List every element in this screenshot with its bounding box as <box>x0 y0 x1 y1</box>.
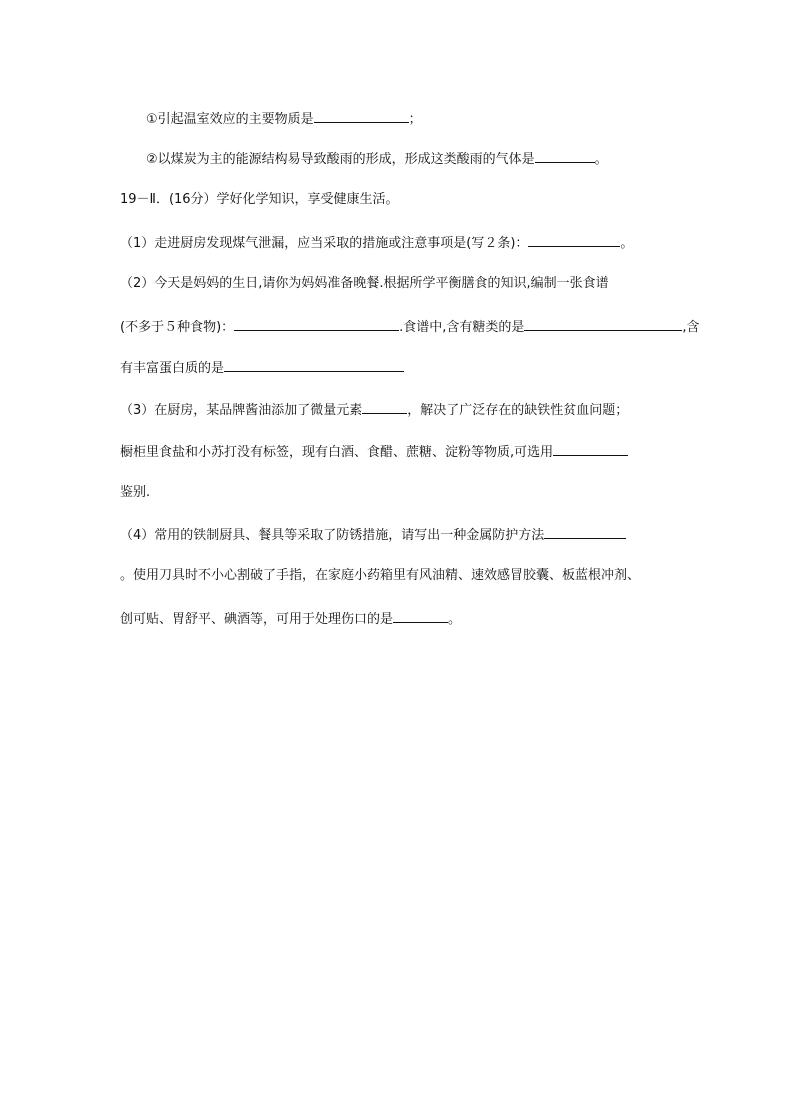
q2-part4-text-a: （4）常用的铁制厨具、餐具等采取了防锈措施，请写出一种金属防护方法 <box>120 528 545 543</box>
answer-blank[interactable] <box>314 110 409 123</box>
answer-blank[interactable] <box>544 526 626 539</box>
q2-part4-text-b: 创可贴、胃舒平、碘酒等，可用于处理伤口的是 <box>120 612 394 627</box>
q2-part3-text-b: ，解决了广泛存在的缺铁性贫血问题； <box>407 403 629 418</box>
q2-part3-line2 <box>120 443 628 461</box>
q2-part2-line2 <box>120 318 700 336</box>
q1-item2 <box>146 150 608 168</box>
q1-item1-text: ①引起温室效应的主要物质是 <box>146 112 314 127</box>
q2-part3-text-a: （3）在厨房，某品牌酱油添加了微量元素 <box>120 403 363 418</box>
q2-part1-text: （1）走进厨房发现煤气泄漏，应当采取的措施或注意事项是(写２条)： <box>120 236 529 251</box>
q2-part4-line2: 。使用刀具时不小心割破了手指，在家庭小药箱里有风油精、速效感冒胶囊、板蓝根冲剂、 <box>120 568 641 583</box>
answer-blank[interactable] <box>224 359 404 372</box>
q1-item2-text: ②以煤炭为主的能源结构易导致酸雨的形成，形成这类酸雨的气体是 <box>146 152 535 167</box>
question-heading: 19－Ⅱ．(16分）学好化学知识，享受健康生活。 <box>120 192 399 207</box>
q2-part1-end: 。 <box>620 236 634 251</box>
q2-part2-text-d: 有丰富蛋白质的是 <box>120 361 225 376</box>
q2-part3-line1 <box>120 401 628 419</box>
answer-blank[interactable] <box>234 318 399 331</box>
q2-part4-line1 <box>120 526 626 544</box>
answer-blank[interactable] <box>553 443 628 456</box>
q2-part2-line3 <box>120 359 404 377</box>
answer-blank[interactable] <box>535 150 595 163</box>
answer-blank[interactable] <box>528 234 620 247</box>
q2-part2-line1: （2）今天是妈妈的生日,请你为妈妈准备晚餐.根据所学平衡膳食的知识,编制一张食谱 <box>120 276 609 291</box>
q2-part2-text-c: ,含 <box>682 320 700 335</box>
q2-part2-text-a: (不多于５种食物)： <box>120 320 235 335</box>
answer-blank[interactable] <box>362 401 407 414</box>
q1-item1-end: ； <box>408 112 422 127</box>
q2-part2-text-b: .食谱中,含有糖类的是 <box>399 320 525 335</box>
answer-blank[interactable] <box>524 318 682 331</box>
q2-part1 <box>120 234 633 252</box>
answer-blank[interactable] <box>393 610 448 623</box>
q2-part4-text-c: 。 <box>448 612 462 627</box>
q1-item1 <box>146 110 422 128</box>
q2-part3-text-c: 橱柜里食盐和小苏打没有标签，现有白酒、食醋、蔗糖、淀粉等物质,可选用 <box>120 445 554 460</box>
q2-part3-line3: 鉴别. <box>120 485 151 500</box>
q2-part4-line3 <box>120 610 461 628</box>
q1-item2-end: 。 <box>594 152 608 167</box>
